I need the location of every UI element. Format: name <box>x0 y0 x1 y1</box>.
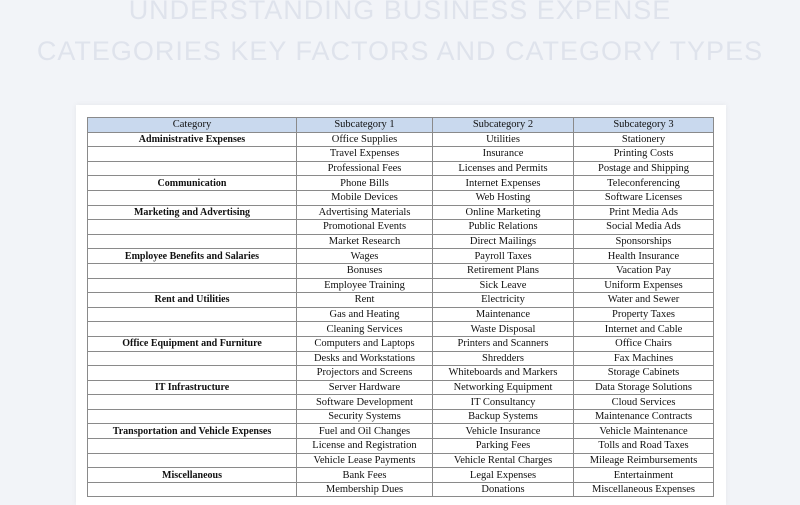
subcategory-3-cell: Water and Sewer <box>574 293 714 308</box>
category-cell <box>88 439 297 454</box>
category-cell <box>88 395 297 410</box>
category-cell <box>88 161 297 176</box>
subcategory-2-cell: Retirement Plans <box>433 263 574 278</box>
table-row <box>88 395 714 410</box>
table-row <box>88 380 714 395</box>
subcategory-1-cell: Software Development <box>297 395 433 410</box>
subcategory-3-cell: Office Chairs <box>574 336 714 351</box>
subcategory-3-cell: Sponsorships <box>574 234 714 249</box>
subcategory-1-cell: Promotional Events <box>297 220 433 235</box>
subcategory-3-cell: Data Storage Solutions <box>574 380 714 395</box>
subcategory-3-cell: Social Media Ads <box>574 220 714 235</box>
subcategory-3-cell: Teleconferencing <box>574 176 714 191</box>
table-header-row <box>88 118 714 133</box>
subcategory-1-cell: Projectors and Screens <box>297 366 433 381</box>
subcategory-3-cell: Vacation Pay <box>574 263 714 278</box>
category-cell: Transportation and Vehicle Expenses <box>88 424 297 439</box>
document-card <box>76 105 726 505</box>
category-cell <box>88 234 297 249</box>
subcategory-1-cell: Phone Bills <box>297 176 433 191</box>
table-row <box>88 161 714 176</box>
category-cell <box>88 307 297 322</box>
category-cell: Employee Benefits and Salaries <box>88 249 297 264</box>
subcategory-2-cell: Printers and Scanners <box>433 336 574 351</box>
table-row <box>88 351 714 366</box>
subcategory-2-cell: Waste Disposal <box>433 322 574 337</box>
subcategory-1-cell: Membership Dues <box>297 482 433 497</box>
subcategory-3-cell: Fax Machines <box>574 351 714 366</box>
subcategory-1-cell: Employee Training <box>297 278 433 293</box>
subcategory-1-cell: License and Registration <box>297 439 433 454</box>
subcategory-2-cell: Utilities <box>433 132 574 147</box>
category-cell: Miscellaneous <box>88 468 297 483</box>
subcategory-2-cell: Internet Expenses <box>433 176 574 191</box>
subcategory-1-cell: Gas and Heating <box>297 307 433 322</box>
subcategory-2-cell: Legal Expenses <box>433 468 574 483</box>
subcategory-1-cell: Bank Fees <box>297 468 433 483</box>
table-row <box>88 278 714 293</box>
subcategory-2-cell: Sick Leave <box>433 278 574 293</box>
subcategory-1-cell: Advertising Materials <box>297 205 433 220</box>
category-cell <box>88 278 297 293</box>
subcategory-2-cell: Payroll Taxes <box>433 249 574 264</box>
subcategory-1-cell: Vehicle Lease Payments <box>297 453 433 468</box>
table-row <box>88 147 714 162</box>
column-header-category: Category <box>88 118 297 133</box>
subcategory-2-cell: Networking Equipment <box>433 380 574 395</box>
table-row <box>88 409 714 424</box>
subcategory-1-cell: Office Supplies <box>297 132 433 147</box>
page-title-line-2: CATEGORIES KEY FACTORS AND CATEGORY TYPES <box>36 36 764 66</box>
subcategory-3-cell: Health Insurance <box>574 249 714 264</box>
subcategory-2-cell: Licenses and Permits <box>433 161 574 176</box>
subcategory-2-cell: Public Relations <box>433 220 574 235</box>
subcategory-1-cell: Cleaning Services <box>297 322 433 337</box>
category-cell: Marketing and Advertising <box>88 205 297 220</box>
table-row <box>88 439 714 454</box>
table-row <box>88 424 714 439</box>
category-cell <box>88 147 297 162</box>
category-cell: IT Infrastructure <box>88 380 297 395</box>
subcategory-1-cell: Server Hardware <box>297 380 433 395</box>
subcategory-3-cell: Internet and Cable <box>574 322 714 337</box>
subcategory-2-cell: Direct Mailings <box>433 234 574 249</box>
subcategory-3-cell: Property Taxes <box>574 307 714 322</box>
category-cell: Rent and Utilities <box>88 293 297 308</box>
subcategory-3-cell: Stationery <box>574 132 714 147</box>
category-cell: Office Equipment and Furniture <box>88 336 297 351</box>
table-row <box>88 176 714 191</box>
subcategory-1-cell: Travel Expenses <box>297 147 433 162</box>
subcategory-3-cell: Storage Cabinets <box>574 366 714 381</box>
subcategory-3-cell: Miscellaneous Expenses <box>574 482 714 497</box>
subcategory-3-cell: Print Media Ads <box>574 205 714 220</box>
subcategory-1-cell: Wages <box>297 249 433 264</box>
table-row <box>88 366 714 381</box>
subcategory-3-cell: Vehicle Maintenance <box>574 424 714 439</box>
subcategory-1-cell: Computers and Laptops <box>297 336 433 351</box>
subcategory-3-cell: Software Licenses <box>574 190 714 205</box>
table-row <box>88 336 714 351</box>
subcategory-2-cell: Electricity <box>433 293 574 308</box>
subcategory-3-cell: Postage and Shipping <box>574 161 714 176</box>
category-cell: Communication <box>88 176 297 191</box>
category-cell <box>88 190 297 205</box>
subcategory-3-cell: Entertainment <box>574 468 714 483</box>
subcategory-2-cell: Donations <box>433 482 574 497</box>
subcategory-3-cell: Printing Costs <box>574 147 714 162</box>
table-row <box>88 468 714 483</box>
category-cell <box>88 482 297 497</box>
subcategory-3-cell: Maintenance Contracts <box>574 409 714 424</box>
table-row <box>88 190 714 205</box>
category-cell <box>88 409 297 424</box>
page-title-line-1: UNDERSTANDING BUSINESS EXPENSE <box>128 0 672 25</box>
subcategory-1-cell: Fuel and Oil Changes <box>297 424 433 439</box>
subcategory-2-cell: Vehicle Insurance <box>433 424 574 439</box>
table-row <box>88 482 714 497</box>
table-row <box>88 307 714 322</box>
column-header-subcategory-3: Subcategory 3 <box>574 118 714 133</box>
table-row <box>88 453 714 468</box>
category-cell <box>88 220 297 235</box>
subcategory-2-cell: Online Marketing <box>433 205 574 220</box>
subcategory-2-cell: Shredders <box>433 351 574 366</box>
subcategory-1-cell: Professional Fees <box>297 161 433 176</box>
subcategory-1-cell: Bonuses <box>297 263 433 278</box>
table-row <box>88 249 714 264</box>
table-row <box>88 322 714 337</box>
subcategory-2-cell: Web Hosting <box>433 190 574 205</box>
subcategory-1-cell: Desks and Workstations <box>297 351 433 366</box>
table-row <box>88 234 714 249</box>
subcategory-3-cell: Mileage Reimbursements <box>574 453 714 468</box>
category-cell <box>88 322 297 337</box>
subcategory-3-cell: Tolls and Road Taxes <box>574 439 714 454</box>
table-row <box>88 132 714 147</box>
category-cell <box>88 263 297 278</box>
subcategory-2-cell: Parking Fees <box>433 439 574 454</box>
subcategory-1-cell: Market Research <box>297 234 433 249</box>
subcategory-2-cell: Maintenance <box>433 307 574 322</box>
subcategory-2-cell: Vehicle Rental Charges <box>433 453 574 468</box>
column-header-subcategory-1: Subcategory 1 <box>297 118 433 133</box>
table-row <box>88 293 714 308</box>
subcategory-2-cell: Insurance <box>433 147 574 162</box>
subcategory-2-cell: IT Consultancy <box>433 395 574 410</box>
category-cell <box>88 351 297 366</box>
subcategory-1-cell: Mobile Devices <box>297 190 433 205</box>
table-body <box>88 132 714 497</box>
subcategory-3-cell: Cloud Services <box>574 395 714 410</box>
table-row <box>88 205 714 220</box>
subcategory-3-cell: Uniform Expenses <box>574 278 714 293</box>
subcategory-2-cell: Whiteboards and Markers <box>433 366 574 381</box>
subcategory-2-cell: Backup Systems <box>433 409 574 424</box>
subcategory-1-cell: Rent <box>297 293 433 308</box>
category-cell: Administrative Expenses <box>88 132 297 147</box>
table-row <box>88 263 714 278</box>
category-cell <box>88 453 297 468</box>
subcategory-1-cell: Security Systems <box>297 409 433 424</box>
column-header-subcategory-2: Subcategory 2 <box>433 118 574 133</box>
expense-categories-table <box>87 117 714 497</box>
table-row <box>88 220 714 235</box>
category-cell <box>88 366 297 381</box>
